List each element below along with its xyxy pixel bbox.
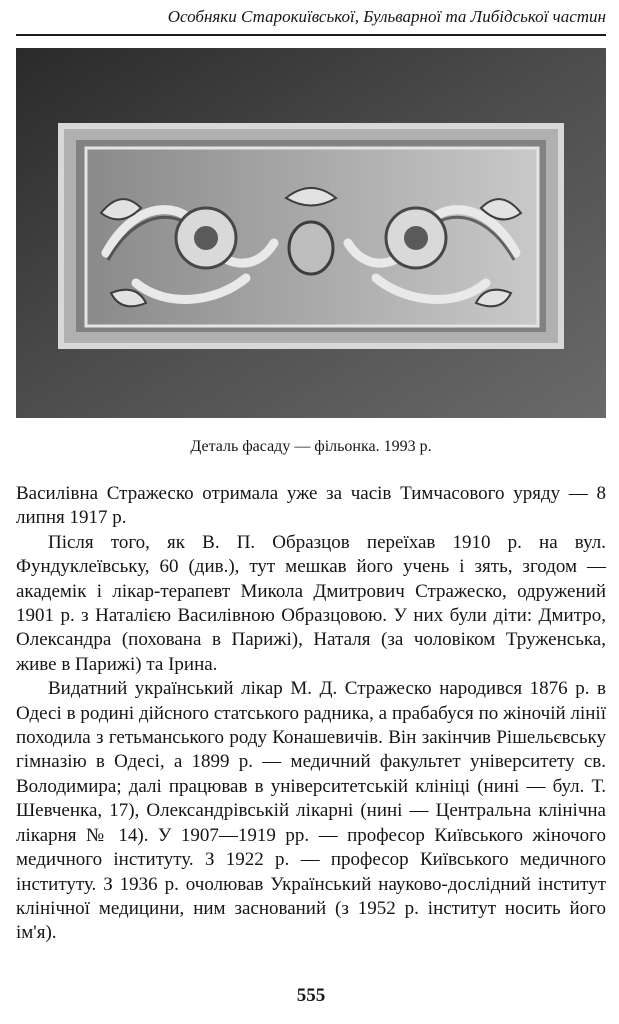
header-rule [16, 34, 606, 36]
running-head: Особняки Старокиївської, Бульварної та Либідської частин [167, 7, 606, 26]
paragraph: Після того, як В. П. Образцов переїхав 1910 р. на вул. Фундуклеївську, 60 (див.), тут мешкав його учень і зять, згодом — академік і лікар-терапевт Микола Дмитрович Стражеско, одружений 1901 р. з Наталією Василівною Образцовою. У них були діти: Дмитро, Олександра (похована в Парижі), Наталя (за чоловіком Труженська, живе в Парижі) та Ірина. [16, 531, 606, 675]
page-number: 555 [296, 985, 326, 1006]
paragraph-continuation: Василівна Стражеско отримала уже за часів Тимчасового уряду — 8 липня 1917 р. [16, 483, 606, 529]
figure-caption: Деталь фасаду — фільонка. 1993 р. [190, 438, 432, 455]
paragraph: Видатний український лікар М. Д. Стражеско народився 1876 р. в Одесі в родині дійсного статського радника, а прабабуся по жіночій лінії походила з гетьманського роду Конашевичів. Він закінчив Рішельєвську гімназію в Одесі, а 1899 р. — медичний факультет університету св. Володимира; далі працював в університетській клініці (нині — бул. Т. Шевченка, 17), Олександрівській лікарні (нині — Центральна клінічна лікарня № 14). У 1907—1919 рр. — професор Київського жіночого медичного інституту. З 1922 р. — професор Київського медичного інституту. З 1936 р. очолював Український науково-дослідний інститут клінічної медицини, ним заснований (з 1952 р. інститут носить його ім'я). [16, 678, 606, 944]
body-text [16, 482, 606, 946]
facade-panel-photo [16, 48, 606, 418]
relief-ornament-image [16, 48, 606, 418]
